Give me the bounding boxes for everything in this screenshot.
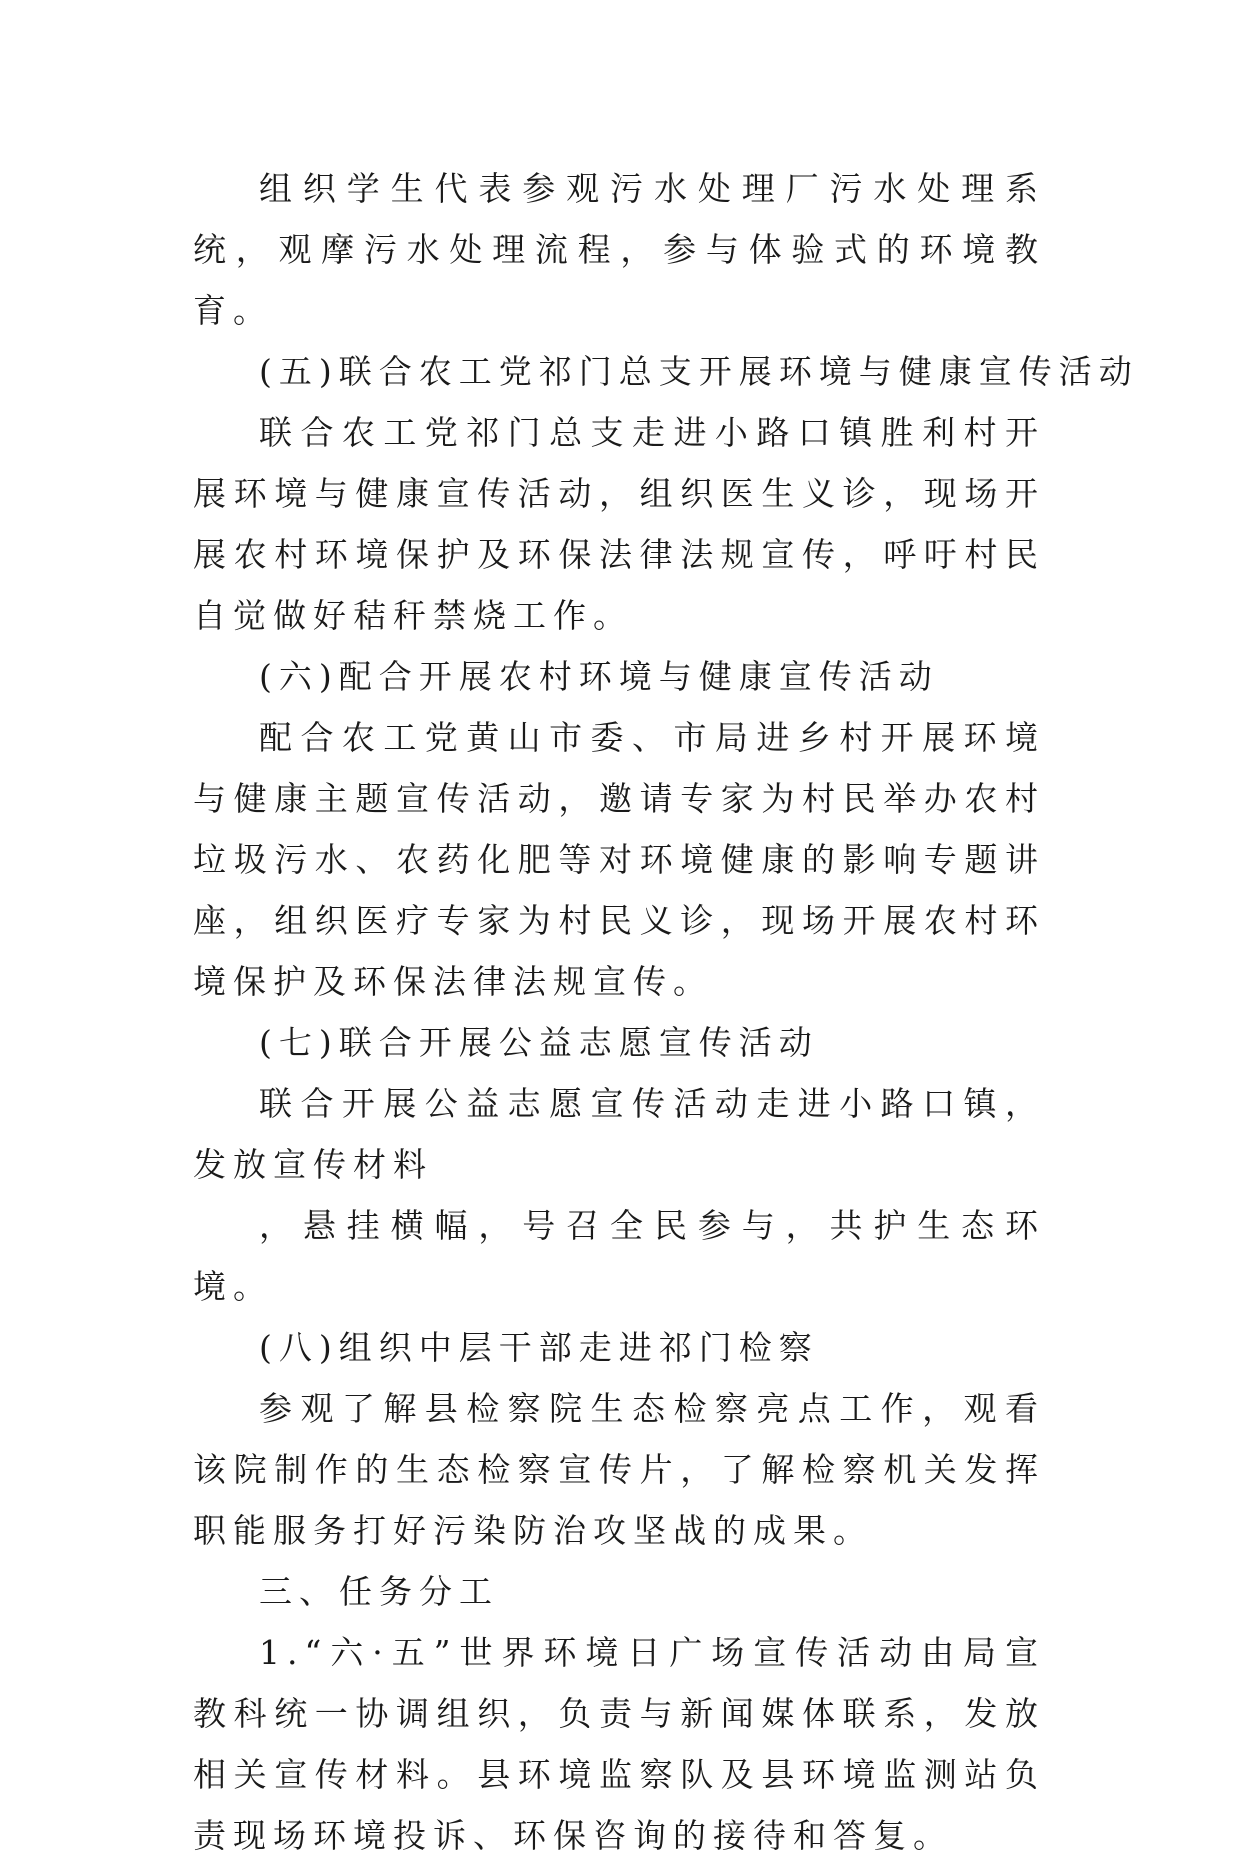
paragraph-section-seven: 联合开展公益志愿宣传活动走进小路口镇，发放宣传材料 bbox=[193, 1084, 1045, 1184]
paragraph-section-six: 配合农工党黄山市委、市局进乡村开展环境与健康主题宣传活动，邀请专家为村民举办农村垃圾污水、农药化肥等对环境健康的影响专题讲座，组织医疗专家为村民义诊，现场开展农村环境保护及环保法律法规宣传。 bbox=[193, 718, 1045, 1001]
paragraph-task-one: 1.“六·五”世界环境日广场宣传活动由局宣教科统一协调组织，负责与新闻媒体联系，发放相关宣传材料。县环境监察队及县环境监测站负责现场环境投诉、环保咨询的接待和答复。 bbox=[193, 1633, 1045, 1855]
paragraph-section-five: 联合农工党祁门总支走进小路口镇胜利村开展环境与健康宣传活动，组织医生义诊，现场开展农村环境保护及环保法律法规宣传，呼吁村民自觉做好秸秆禁烧工作。 bbox=[193, 413, 1045, 635]
heading-section-seven: (七)联合开展公益志愿宣传活动 bbox=[259, 1023, 819, 1062]
paragraph-section-eight: 参观了解县检察院生态检察亮点工作，观看该院制作的生态检察宣传片，了解检察机关发挥职能服务打好污染防治攻坚战的成果。 bbox=[193, 1389, 1045, 1550]
document-body bbox=[193, 158, 1139, 1866]
heading-task-division: 三、任务分工 bbox=[259, 1572, 499, 1611]
paragraph-section-seven-continued: ，悬挂横幅，号召全民参与，共护生态环境。 bbox=[193, 1206, 1045, 1306]
heading-section-six: (六)配合开展农村环境与健康宣传活动 bbox=[259, 657, 939, 696]
paragraph-sewage-visit: 组织学生代表参观污水处理厂污水处理系统，观摩污水处理流程，参与体验式的环境教育。 bbox=[193, 169, 1045, 330]
heading-section-eight: (八)组织中层干部走进祁门检察 bbox=[259, 1328, 819, 1367]
heading-section-five: (五)联合农工党祁门总支开展环境与健康宣传活动 bbox=[259, 352, 1139, 391]
